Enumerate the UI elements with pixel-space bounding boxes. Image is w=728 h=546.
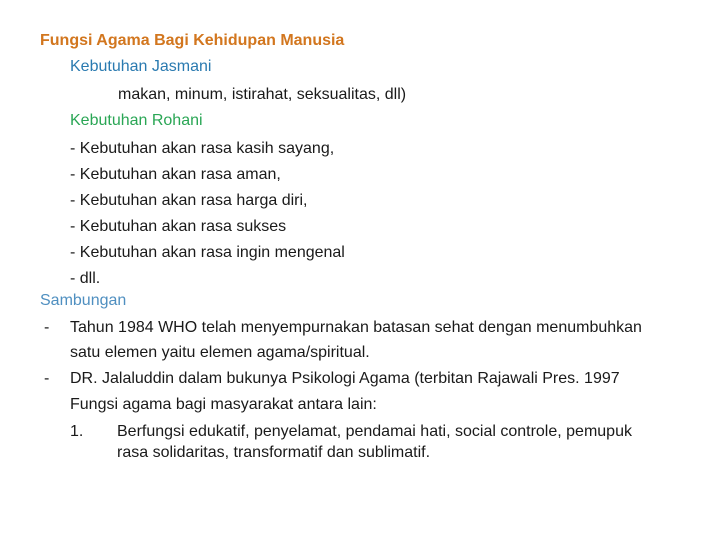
bullet-text-line: Fungsi agama bagi masyarakat antara lain:	[70, 396, 377, 413]
rohani-item: - Kebutuhan akan rasa aman,	[70, 166, 281, 183]
bullet-marker: -	[44, 319, 50, 336]
numbered-text-line: Berfungsi edukatif, penyelamat, pendamai hati, social controle, pemupuk	[117, 423, 632, 440]
rohani-item: - Kebutuhan akan rasa kasih sayang,	[70, 140, 335, 157]
rohani-item: - dll.	[70, 270, 101, 287]
sambungan-heading: Sambungan	[40, 292, 127, 309]
rohani-item: - Kebutuhan akan rasa harga diri,	[70, 192, 308, 209]
jasmani-text: makan, minum, istirahat, seksualitas, dll)	[118, 86, 407, 103]
bullet-marker: -	[44, 370, 50, 387]
bullet-text-line: DR. Jalaluddin dalam bukunya Psikologi Agama (terbitan Rajawali Pres. 1997	[70, 370, 620, 387]
slide-title: Fungsi Agama Bagi Kehidupan Manusia	[40, 32, 345, 49]
numbered-marker: 1.	[70, 423, 84, 440]
numbered-text-line: rasa solidaritas, transformatif dan sublimatif.	[117, 444, 431, 461]
jasmani-heading: Kebutuhan Jasmani	[70, 58, 212, 75]
bullet-text-line: Tahun 1984 WHO telah menyempurnakan batasan sehat dengan menumbuhkan	[70, 319, 642, 336]
rohani-item: - Kebutuhan akan rasa sukses	[70, 218, 287, 235]
bullet-text-line: satu elemen yaitu elemen agama/spiritual.	[70, 344, 370, 361]
rohani-item: - Kebutuhan akan rasa ingin mengenal	[70, 244, 345, 261]
rohani-heading: Kebutuhan Rohani	[70, 112, 203, 129]
